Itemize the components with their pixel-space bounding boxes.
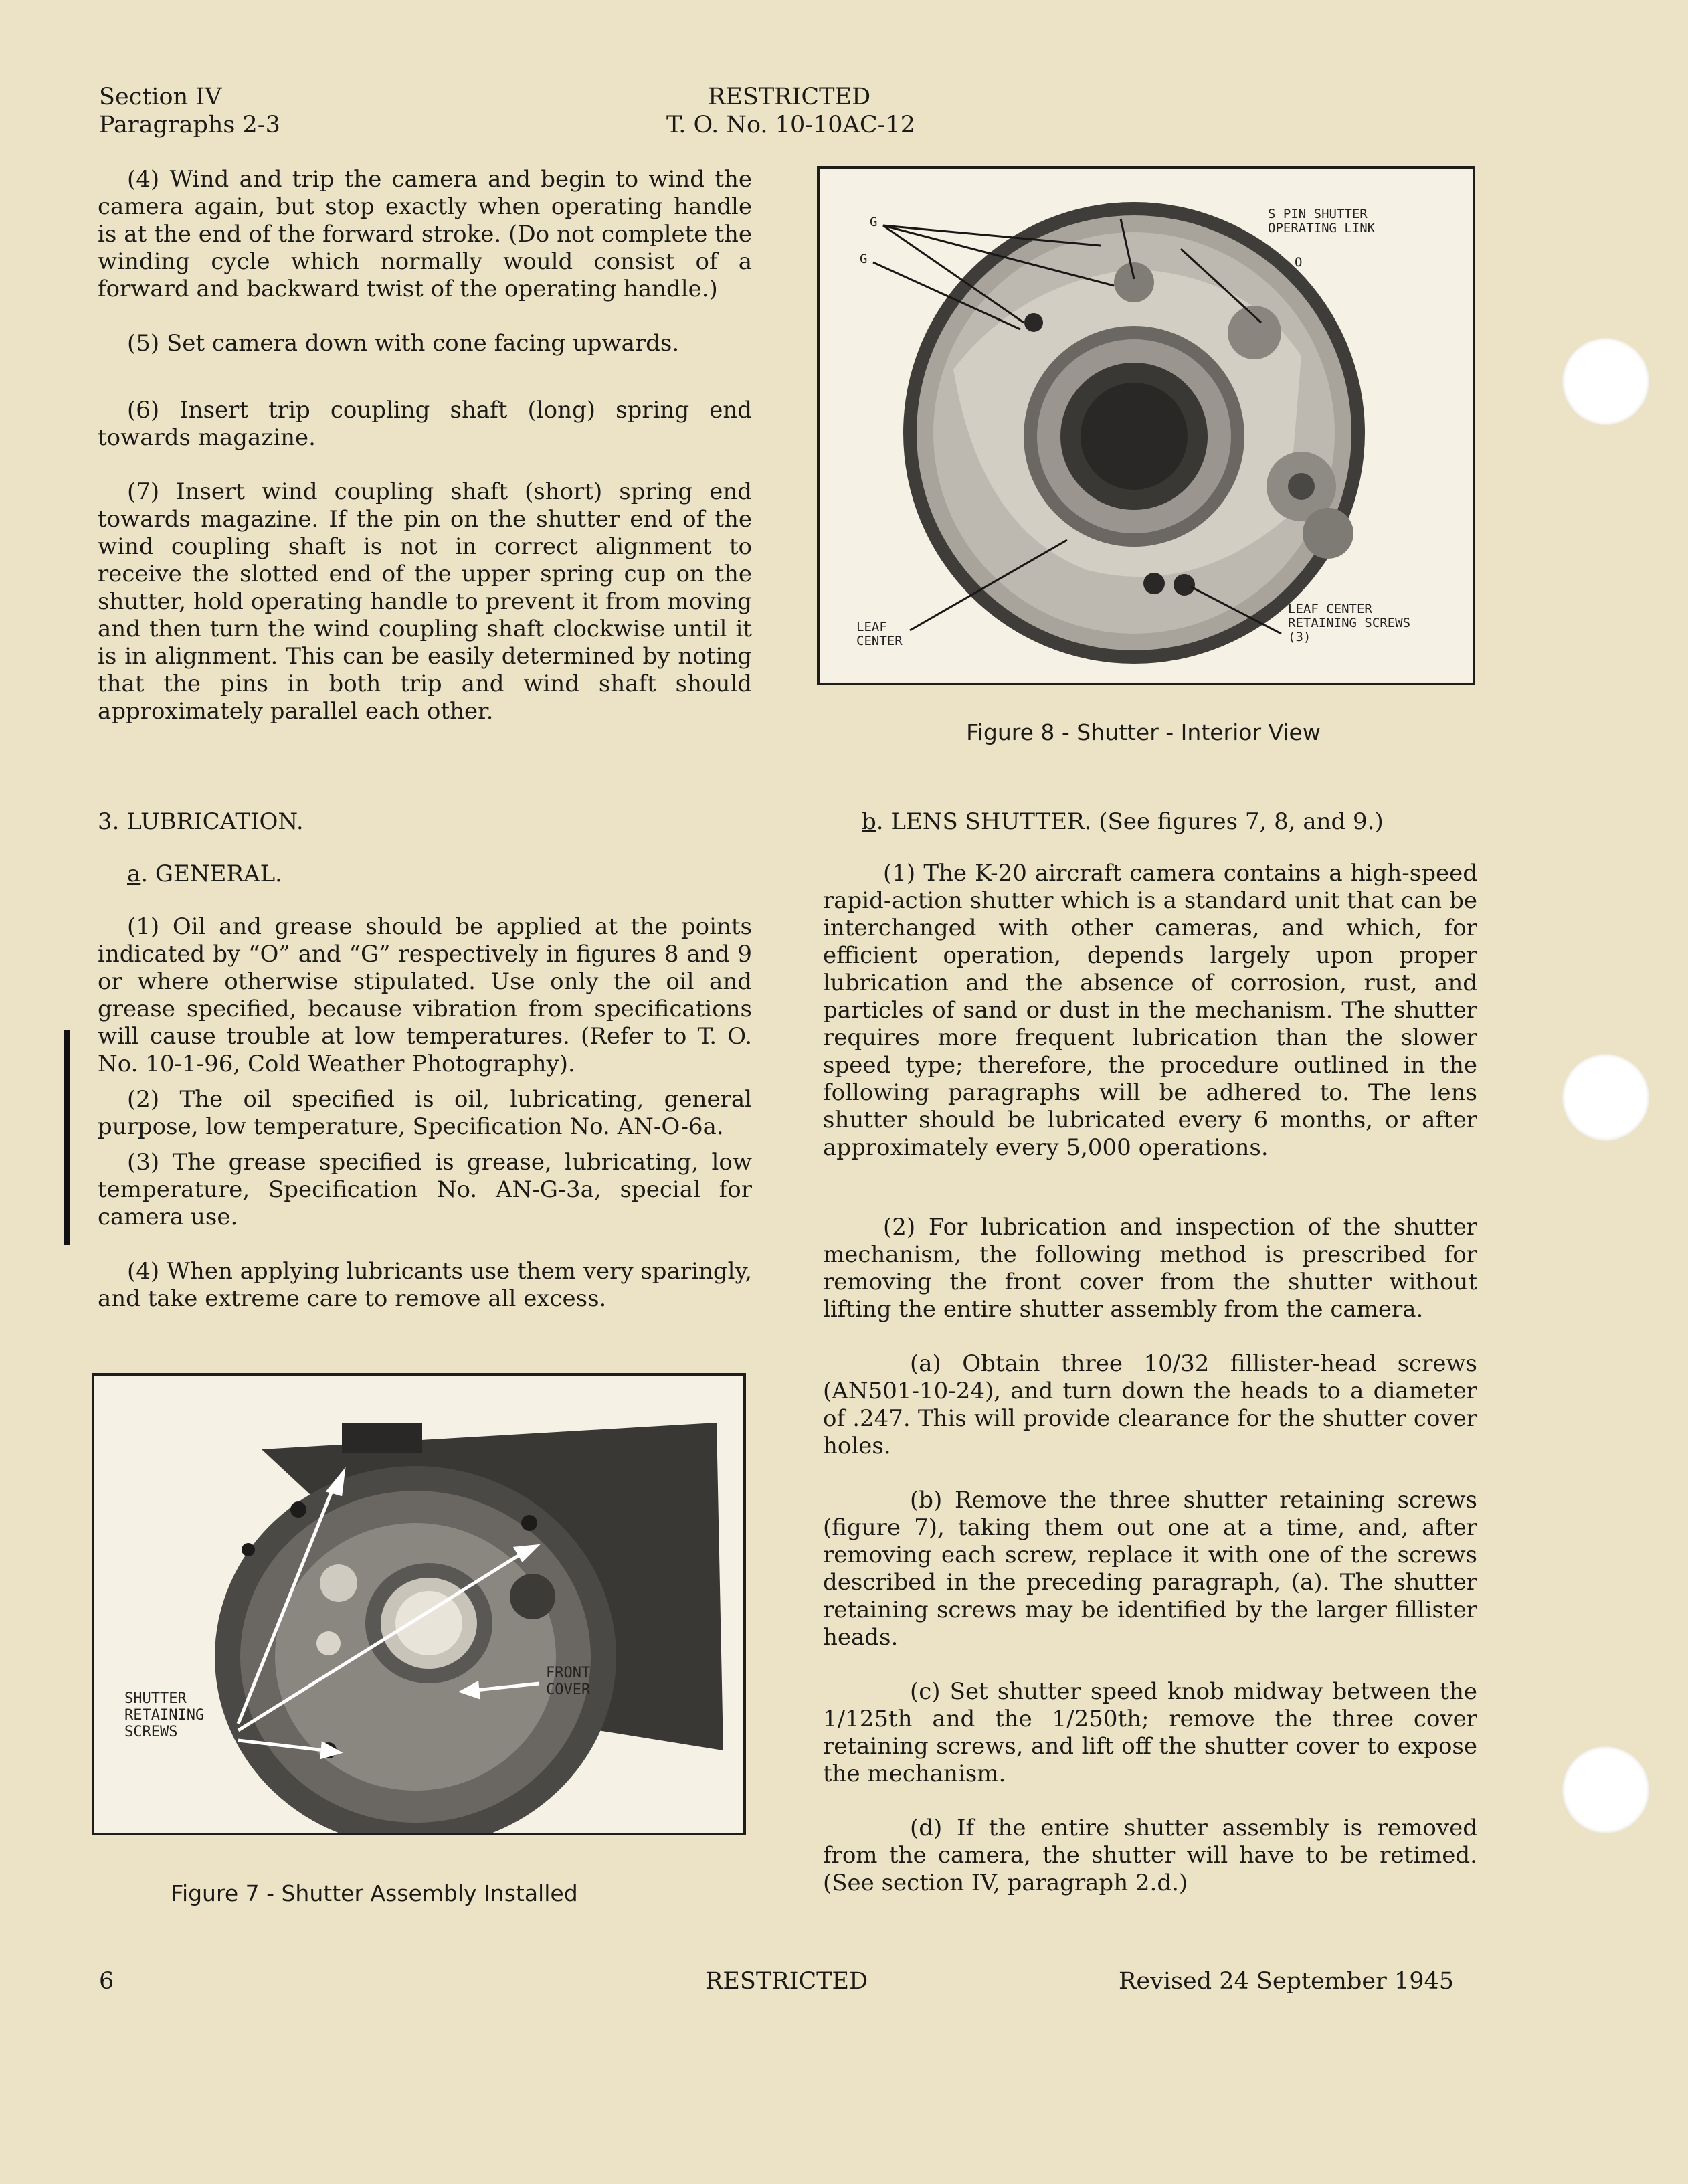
- binder-hole-bottom: [1562, 1746, 1649, 1833]
- binder-hole-middle: [1562, 1054, 1649, 1141]
- label-front-cover: FRONT COVER: [546, 1665, 591, 1698]
- footer-classification: RESTRICTED: [705, 1968, 868, 1995]
- general-heading: [127, 860, 282, 888]
- change-bar: [64, 1030, 70, 1245]
- label-leaf-center-retaining-screws: LEAF CENTER RETAINING SCREWS (3): [1288, 602, 1411, 644]
- general-4: (4) When applying lubricants use them very sparingly, and take extreme care to remove all excess.: [98, 1258, 752, 1312]
- general-heading-text: . GENERAL.: [140, 860, 282, 887]
- general-2: (2) The oil specified is oil, lubricating, general purpose, low temperature, Specification No. AN-O-6a.: [98, 1086, 752, 1140]
- step-7: (7) Insert wind coupling shaft (short) spring end towards magazine. If the pin on the shutter end of the wind coupling shaft is not in correct alignment to receive the slotted end of the upper spring cup on the shutter, hold operating handle to prevent it from moving and then turn the wind coupling shaft clockwise until it is in alignment. This can be easily determined by noting that the pins in both trip and wind shaft should approximately parallel each other.: [98, 478, 752, 725]
- figure-8-caption: Figure 8 - Shutter - Interior View: [966, 719, 1321, 745]
- lens-shutter-heading: [862, 808, 1384, 836]
- step-6: (6) Insert trip coupling shaft (long) spring end towards magazine.: [98, 397, 752, 451]
- lens-2d: [823, 1815, 1477, 1897]
- lens-2a-label: (a): [910, 1350, 941, 1377]
- lens-2d-label: (d): [910, 1815, 943, 1841]
- lens-2c-label: (c): [910, 1678, 941, 1705]
- binder-hole-top: [1562, 338, 1649, 425]
- label-g-1: G: [870, 215, 878, 230]
- left-column-general: [98, 913, 752, 1313]
- general-letter: a: [127, 860, 141, 887]
- label-leaf-center: LEAF CENTER: [856, 620, 903, 648]
- general-3: (3) The grease specified is grease, lubricating, low temperature, Specification No. AN-G-3a, special for camera use.: [98, 1149, 752, 1231]
- lens-2d-text: If the entire shutter assembly is removed from the camera, the shutter will have to be retimed. (See section IV, paragraph 2.d.): [823, 1815, 1477, 1896]
- figure-7-illustration: [94, 1376, 743, 1833]
- lens-1: (1) The K-20 aircraft camera contains a high-speed rapid-action shutter which is a standard unit that can be interchanged with other cameras, and which, for efficient operation, depends largely upon proper lubrication and the absence of corrosion, rust, and particles of sand or dust in the mechanism. The shutter requires more frequent lubrication than the slower speed type; therefore, the procedure outlined in the following paragraphs will be adhered to. The lens shutter should be lubricated every 6 months, or after approximately every 5,000 operations.: [823, 860, 1477, 1161]
- label-s-pin-shutter-link: S PIN SHUTTER OPERATING LINK: [1268, 207, 1376, 236]
- label-shutter-retaining-screws: SHUTTER RETAINING SCREWS: [124, 1690, 205, 1740]
- lens-2a-text: Obtain three 10/32 fillister-head screws (AN501-10-24), and turn down the heads to a diameter of .247. This will provide clearance for the shutter cover holes.: [823, 1350, 1478, 1459]
- footer-page-number: 6: [99, 1968, 114, 1995]
- left-column-upper: [98, 166, 752, 725]
- general-1: (1) Oil and grease should be applied at the points indicated by “O” and “G” respectively in figures 8 and 9 or where otherwise stipulated. Use only the oil and grease specified, because vibration from specifications will cause trouble at low temperatures. (Refer to T. O. No. 10-1-96, Cold Weather Photography).: [98, 913, 752, 1077]
- lens-2b-label: (b): [910, 1487, 943, 1514]
- lubrication-heading: 3. LUBRICATION.: [98, 808, 304, 835]
- lens-2: (2) For lubrication and inspection of the shutter mechanism, the following method is prescribed for removing the front cover from the shutter without lifting the entire shutter assembly from the camera.: [823, 1214, 1477, 1323]
- header-to-number: T. O. No. 10-10AC-12: [666, 112, 915, 139]
- lens-2b: [823, 1487, 1477, 1651]
- footer-revised: Revised 24 September 1945: [1119, 1968, 1455, 1995]
- label-o: O: [1295, 255, 1303, 270]
- lens-letter: b: [862, 808, 876, 835]
- lens-heading-text: . LENS SHUTTER. (See figures 7, 8, and 9.): [876, 808, 1384, 835]
- lens-2b-text: Remove the three shutter retaining screws (figure 7), taking them out one at a time, and, after removing each screw, replace it with one of the screws described in the preceding paragraph, (a). The shutter retaining screws may be identified by the larger fillister heads.: [823, 1487, 1478, 1651]
- header-section: Section IV: [99, 84, 222, 110]
- lens-2c: [823, 1678, 1477, 1788]
- lens-2c-text: Set shutter speed knob midway between the 1/125th and the 1/250th; remove the three cover retaining screws, and lift off the shutter cover to expose the mechanism.: [823, 1678, 1477, 1787]
- figure-7-caption: Figure 7 - Shutter Assembly Installed: [171, 1880, 578, 1906]
- label-g-2: G: [860, 252, 868, 266]
- header-classification: RESTRICTED: [708, 84, 871, 110]
- step-5: (5) Set camera down with cone facing upwards.: [127, 330, 680, 357]
- lens-2a: [823, 1350, 1477, 1460]
- right-column-body: [823, 860, 1477, 1897]
- header-paragraphs: Paragraphs 2-3: [99, 112, 280, 139]
- step-4: (4) Wind and trip the camera and begin to wind the camera again, but stop exactly when operating handle is at the end of the forward stroke. (Do not complete the winding cycle which normally would consist of a forward and backward twist of the operating handle.): [98, 166, 752, 302]
- figure-8-photo: [817, 166, 1475, 685]
- figure-7-photo: [92, 1373, 746, 1835]
